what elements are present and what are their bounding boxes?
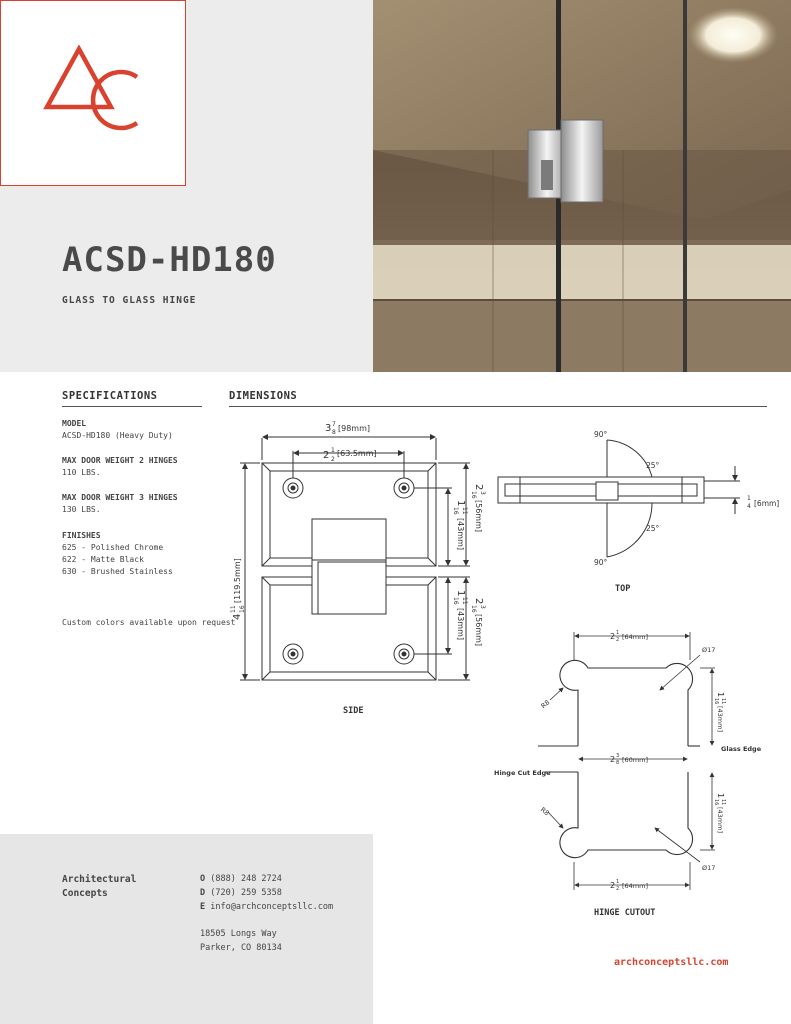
side-upper-b-label: [43mm]	[456, 518, 465, 551]
side-top-width-whole: 3	[325, 423, 332, 434]
spec-value: 130 LBS.	[62, 505, 101, 514]
side-top-width-den: 8	[332, 429, 336, 436]
side-height-num: 11	[230, 605, 237, 613]
side-inner-width-num: 1	[331, 447, 335, 454]
cutout-bottom-width-num: 1	[616, 879, 620, 885]
side-height-whole: 4	[232, 613, 243, 620]
contact-direct	[200, 886, 282, 900]
cutout-top-width-label: [64mm]	[622, 633, 649, 641]
top-thickness-den: 4	[747, 503, 751, 510]
side-lower-a-den: 16	[470, 605, 477, 613]
side-upper-a-num: 3	[479, 491, 486, 495]
cutout-top-width-whole: 2	[610, 632, 616, 641]
cutout-mid-width-den: 8	[616, 760, 620, 766]
side-upper-b-num: 11	[461, 507, 468, 515]
top-view	[498, 440, 740, 557]
cutout-lower-height-whole: 1	[716, 793, 725, 799]
side-inner-width-whole: 2	[323, 450, 330, 461]
side-lower-a-label: [56mm]	[474, 614, 483, 647]
direct-label: D	[200, 888, 206, 898]
spec-label: MAX DOOR WEIGHT 3 HINGES	[62, 493, 178, 502]
top-angle-25-bottom: 25°	[646, 524, 660, 533]
side-height-den: 16	[239, 605, 246, 613]
cutout-mid-width-num: 3	[616, 753, 620, 759]
company-name-line: Architectural	[62, 874, 137, 885]
spec-value: 625 - Polished Chrome	[62, 543, 164, 552]
top-angle-90-top: 90°	[594, 430, 608, 439]
address-line-1: 18505 Longs Way	[200, 929, 277, 939]
spec-value: 630 - Brushed Stainless	[62, 567, 173, 576]
side-top-width-label: [98mm]	[338, 424, 371, 433]
side-lower-a-whole: 2	[473, 598, 484, 605]
side-lower-b-label: [43mm]	[456, 608, 465, 641]
side-upper-a-den: 16	[470, 491, 477, 499]
side-height-label: [119.5mm]	[233, 558, 242, 603]
direct-phone: (720) 259 5358	[210, 888, 282, 898]
side-lower-b-den: 16	[452, 597, 459, 605]
address-line-2: Parker, CO 80134	[200, 943, 282, 953]
spec-value: 622 - Matte Black	[62, 555, 144, 564]
side-upper-b-den: 16	[452, 507, 459, 515]
company-name-line: Concepts	[62, 888, 108, 899]
company-name	[62, 873, 136, 901]
dimensions-heading: DIMENSIONS	[229, 390, 298, 402]
page-subtitle: GLASS TO GLASS HINGE	[62, 295, 197, 306]
top-thickness-num: 1	[747, 495, 751, 502]
side-top-width-num: 7	[332, 421, 336, 428]
cutout-mid-width-whole: 2	[610, 755, 616, 764]
page-title: ACSD-HD180	[62, 240, 277, 280]
top-view-labels	[594, 430, 779, 594]
contact-office	[200, 872, 282, 886]
cutout-top-width-den: 2	[616, 637, 620, 643]
side-caption: SIDE	[343, 706, 364, 716]
hinge-cutout-caption: HINGE CUTOUT	[594, 908, 656, 918]
cutout-mid-width-label: [60mm]	[622, 756, 649, 764]
office-label: O	[200, 874, 206, 884]
cutout-radius-bottom: R8	[538, 805, 551, 818]
side-upper-a-whole: 2	[473, 484, 484, 491]
cutout-upper-height-den: 16	[713, 698, 719, 705]
custom-colors-note: Custom colors available upon request	[62, 618, 236, 627]
cutout-lower-height-den: 16	[713, 799, 719, 806]
contact-email[interactable]	[200, 900, 333, 914]
side-lower-a-num: 3	[479, 605, 486, 609]
footer-panel	[0, 834, 373, 1024]
side-view	[240, 437, 470, 680]
spec-label: FINISHES	[62, 531, 101, 540]
email-link[interactable]: info@archconceptsllc.com	[210, 902, 334, 912]
email-label: E	[200, 902, 206, 912]
cutout-diameter-top: Ø17	[702, 646, 716, 654]
top-caption: TOP	[615, 584, 631, 594]
cutout-lower-height-label: [43mm]	[716, 807, 724, 834]
side-upper-a-label: [56mm]	[474, 500, 483, 533]
side-inner-width-label: [63.5mm]	[337, 449, 377, 458]
specifications-heading: SPECIFICATIONS	[62, 390, 158, 402]
side-upper-b-whole: 1	[455, 500, 466, 507]
glass-edge-label: Glass Edge	[721, 745, 762, 753]
side-inner-width-den: 2	[331, 456, 335, 463]
website-link[interactable]: archconceptsllc.com	[614, 957, 729, 968]
cutout-diameter-bottom: Ø17	[702, 864, 716, 872]
office-phone: (888) 248 2724	[210, 874, 282, 884]
top-angle-90-bottom: 90°	[594, 558, 608, 567]
top-thickness-label: [6mm]	[754, 499, 780, 508]
cutout-radius-top: R8	[539, 698, 552, 711]
cutout-upper-height-label: [43mm]	[716, 706, 724, 733]
cutout-top-width-num: 1	[616, 630, 620, 636]
spec-label: MAX DOOR WEIGHT 2 HINGES	[62, 456, 178, 465]
side-lower-b-whole: 1	[455, 590, 466, 597]
side-lower-b-num: 11	[461, 597, 468, 605]
cutout-upper-height-num: 11	[720, 698, 726, 705]
top-angle-25-top: 25°	[646, 461, 660, 470]
spec-label: MODEL	[62, 419, 87, 428]
cutout-bottom-width-label: [64mm]	[622, 882, 649, 890]
cutout-bottom-width-whole: 2	[610, 881, 616, 890]
cutout-lower-height-num: 11	[720, 799, 726, 806]
cutout-bottom-width-den: 2	[616, 886, 620, 892]
cutout-upper-height-whole: 1	[716, 692, 725, 698]
spec-value: 110 LBS.	[62, 468, 101, 477]
hinge-cut-edge-label: Hinge Cut Edge	[494, 769, 551, 777]
hinge-cutout-labels	[494, 630, 762, 918]
spec-value: ACSD-HD180 (Heavy Duty)	[62, 431, 173, 440]
